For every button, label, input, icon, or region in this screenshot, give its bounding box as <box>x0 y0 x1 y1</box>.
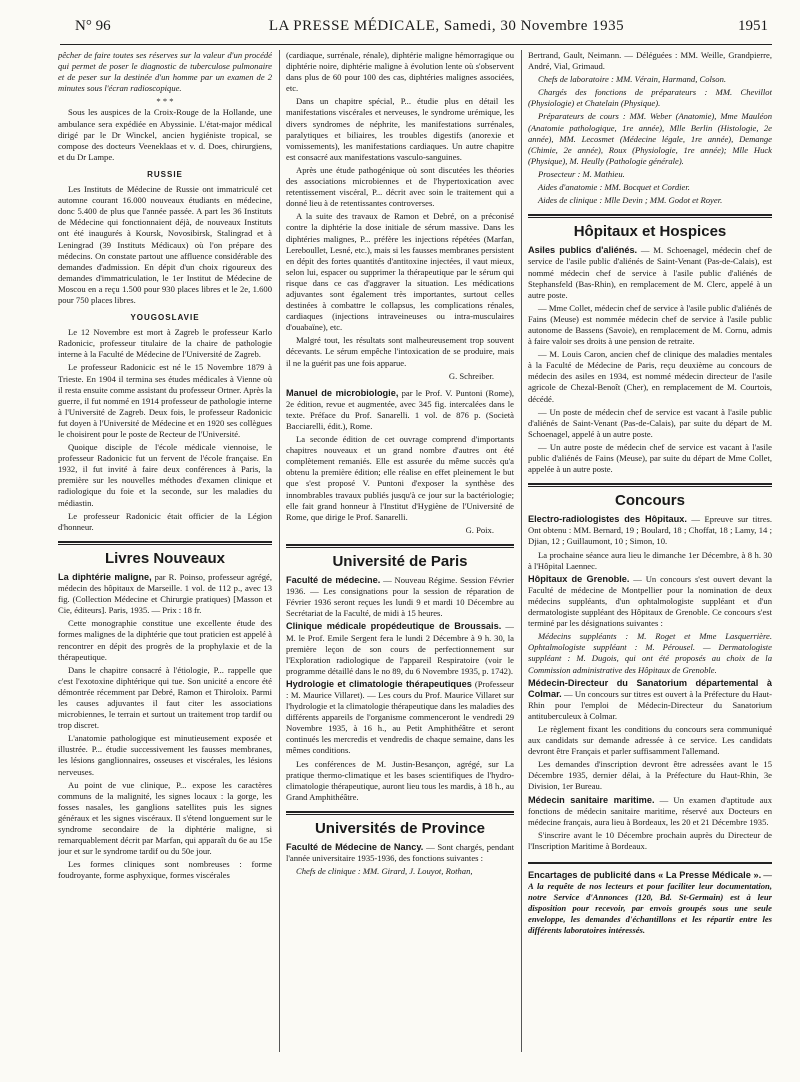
page-header <box>75 18 768 38</box>
item-title: Médecin sanitaire maritime. <box>528 794 655 805</box>
paragraph: Chefs de clinique : MM. Girard, J. Louyot, Rothan, <box>296 866 473 877</box>
item-title: Faculté de Médecine de Nancy. <box>286 842 424 852</box>
column-divider <box>279 50 280 1052</box>
item-text: — M. le Prof. Emile Sergent fera le lundi 2 Décembre à 9 h. 30, la première leçon de son cours de perfectionnement sur l'Exploration radiologique de l'appareil Respiratoire (voir le programme détaillé dans le no 89, du 6 Novembre 1935, p. 1742). <box>286 621 514 676</box>
item-title: Electro-radiologistes des Hôpitaux. <box>528 514 687 525</box>
paragraph: Chefs de laboratoire : MM. Vérain, Harmand, Colson. <box>538 74 727 85</box>
paragraph: Préparateurs de cours : MM. Weber (Anatomie), Mme Mauléon (Anatomie pathologique, 1re année), Mlle Berlin (Histologie, 2e année), MM. Lecosmet (Médecine légale, 1re année), Demange (Chimie, 2e année), Roux (Physiologie, 1re année); Mlle Huck (Physique), M. Heully (Pathologie générale). <box>528 111 772 166</box>
item-text: — Sont chargés, pendant l'année universitaire 1935-1936, des fonctions suivantes : <box>286 842 514 864</box>
signature: G. Schreiber. <box>448 370 494 381</box>
paragraph: Les Instituts de Médecine de Russie ont immatriculé cet automne courant 16.000 nouveaux étudiants en médecine, donc 5.400 de plus que l'année passée. A part les 36 Instituts de Médecine qui fonctionnaient déjà, de nouveaux Instituts ont été inaugurés à Koursk, Novosibirsk, Stalingrad et à Leningrad (39 Instituts Médicaux) où l'on prépare des médecins. On constate partout une affluence considérable des demandes d'admission. En dépit d'un choix rigoureux des demandes d'immatriculation, le 1er Institut de Médecine de Moscou en a reçu 1.500 pour 930 places libres et le 2e, 1.600 pour 750 places libres. <box>58 184 272 305</box>
page-number: 1951 <box>738 18 768 34</box>
section-heading-yougoslavie: YOUGOSLAVIE <box>130 313 200 323</box>
paragraph: Cette monographie constitue une excellente étude des formes malignes de la diphtérie que tout praticien est appelé à rencontrer en dépit des progrès de la prophylaxie et de la thérapeutique. <box>58 618 272 662</box>
paragraph: Le professeur Radonicic est né le 15 Novembre 1879 à Trieste. En 1904 il termina ses études médicales à Vienne où il resta ensuite comme assistant du professeur Ortner. Après la guerre, il fut nommé en 1914 professeur de pathologie interne à l'Université de Zagreb. Deux fois, le professeur Radonicic fut doyen à l'Université de Médecine et en 1920 ses collègues le choisirent pour le poste de Recteur de l'Université. <box>58 362 272 439</box>
item-title: Hôpitaux de Grenoble. <box>528 573 630 584</box>
paragraph: Le règlement fixant les conditions du concours sera communiqué aux candidats sur demande adressée à ce service. Les candidats devront être Français et parler suffisamment l'allemand. <box>528 723 772 757</box>
intro-paragraph: pêcher de faire toutes ses réserves sur la valeur d'un procédé qui permet de poser le diagnostic de tuberculose pulmonaire et de peser sur la destinée d'un homme par un examen de 2 minutes sous l'écran radioscopique. <box>58 50 272 94</box>
section-rule <box>528 214 772 218</box>
notice-text: — A la requête de nos lecteurs et pour faciliter leur documentation, notre Service d'Annonces (120, Bd. St-Germain) est à leur disposition pour recevoir, par envois groupés sous une seule enveloppe, les demandes d'échantillons et les répartir entre les différents laboratoires intéressés. <box>528 870 772 936</box>
item-text: — Un concours sur titres est ouvert à la Préfecture du Haut-Rhin pour l'emploi de Médecin-Directeur du Sanatorium antituberculeux à Colmar. <box>528 688 772 721</box>
section-heading-concours: Concours <box>614 492 685 510</box>
item-text: (Professeur : M. Maurice Villaret). — Les cours du Prof. Maurice Villaret sur l'hydrologie et la climatologie thérapeutique dans les maladies des différents appareils de l'organisme commenceront le vendredi 29 Novembre 1935, à 16 h., au Petit Amphithéâtre et seront continués les mercredis et vendredis de chaque semaine, dans les mêmes conditions. <box>286 678 514 756</box>
section-heading-livres: Livres Nouveaux <box>104 549 226 567</box>
section-rule <box>286 544 514 548</box>
masthead-title: LA PRESSE MÉDICALE, Samedi, 30 Novembre 1935 <box>268 18 625 34</box>
paragraph: Aides de clinique : Mlle Devin ; MM. Godot et Royer. <box>538 195 723 206</box>
item-title: Clinique médicale propédeutique de Broussais. <box>286 621 502 632</box>
paragraph: — M. Louis Caron, ancien chef de clinique des maladies mentales à la Faculté de Médecine de Paris, reçu deuxième au concours de médecin des asiles en 1934, est nommé médecin directeur de l'asile agricole de Chezal-Benoît (Cher), en remplacement de M. Courtois, décédé. <box>528 349 772 404</box>
paragraph: La prochaine séance aura lieu le dimanche 1er Décembre, à 8 h. 30 à l'Hôpital Laennec. <box>528 549 772 571</box>
issue-number: N° 96 <box>75 18 111 34</box>
column-3 <box>528 50 772 1050</box>
paragraph: A la suite des travaux de Ramon et Debré, on a préconisé contre la diphtérie la dose initiale de sérum massive. Dans les diphtéries malignes, P... préfère les injections répétées (Marfan, Lereboullet, Lesné, etc.), mais si les fausses membranes persistent en dépit des fortes quantités d'antitoxine injectées, il vaut mieux, selon lui, espacer ou supprimer la thérapeutique par le sérum qui risque dans ce cas d'aggraver la situation. Les médications adjuvantes sont également très importantes, surtout celles destinées à combattre le collapsus, les complications rénales, cardiaques (injections intraveineuses ou intra-musculaires d'ouabaïne), etc. <box>286 211 514 333</box>
paragraph: Bertrand, Gault, Neimann. — Déléguées : MM. Weille, Grandpierre, André, Vial, Grimaud. <box>528 50 772 72</box>
paragraph: Les conférences de M. Justin-Besançon, agrégé, sur La pratique thermo-climatique et les bases scientifiques de l'hydro-climatologie thérapeutique, auront lieu tous les mardis, à 18 h., au Grand Amphithéâtre. <box>286 758 514 802</box>
paragraph: La seconde édition de cet ouvrage comprend d'importants chapitres nouveaux et un grand nombre d'autres ont été complètement remaniés. Elle est assurée du même succès qu'a obtenu la première édition; elle réalise en effet pleinement le but que s'est proposé V. Puntoni d'exposer la synthèse des innombrables travaux publiés jusqu'à ce jour sur la bactériologie; elle fait grand honneur à l'Institut d'Hygiène de l'Université de Rome, que dirige le Prof. Sanarelli. <box>286 434 514 522</box>
paragraph: Médecins suppléants : M. Roget et Mme Lasquerrière. Ophtalmologiste suppléant : M. Pérousel. — Dermatologiste suppléant : M. Dugois, qui ont été proposés au choix de la Commission administrative des Hôpitaux de Grenoble. <box>528 631 772 675</box>
paragraph: Le professeur Radonicic était officier de la Légion d'honneur. <box>58 510 272 532</box>
paragraph: Prosecteur : M. Mathieu. <box>538 168 625 179</box>
item-title: Hydrologie et climatologie thérapeutiques <box>286 678 472 689</box>
item-title: Faculté de médecine. <box>286 575 381 586</box>
paragraph: Les formes cliniques sont nombreuses : forme foudroyante, forme asphyxique, formes viscérales <box>58 859 272 881</box>
item-title: Asiles publics d'aliénés. <box>528 245 638 256</box>
signature: G. Poix. <box>465 524 494 535</box>
section-heading-hopitaux: Hôpitaux et Hospices <box>573 223 727 241</box>
paragraph: Les demandes d'inscription devront être adressées avant le 15 Décembre 1935, dernier délai, à la Préfecture du Haut-Rhin, 3e Division, 1er Bureau. <box>528 759 772 792</box>
paragraph: — Un autre poste de médecin chef de service est vacant à l'asile public d'aliénés de Fains (Meuse), par suite du départ de Mme Collet, appelée à un autre poste. <box>528 441 772 475</box>
section-heading-universite-paris: Université de Paris <box>332 552 468 570</box>
item-text: — Un concours s'est ouvert devant la Faculté de médecine de Montpellier pour la nomination de deux médecins suppléants, d'un ophtalmologiste suppléant et d'un dermatologiste suppléant des Hôpitaux de Grenoble. Ce concours s'est terminé par les désignations suivantes : <box>528 573 772 629</box>
paragraph: Au point de vue clinique, P... expose les caractères communs de la malignité, les signes locaux : la gorge, les fosses nasales, les ganglions satellites puis les signes généraux et les signes viscéraux. Il s'étend longuement sur le syndrome secondaire de la diphtérie maligne, si remarquablement décrit par Marfan, qui apparaît du 6e au 15e jour et sur le syndrome tardif ou du 50e jour. <box>58 779 272 857</box>
section-heading-russie: RUSSIE <box>147 169 183 179</box>
paragraph: S'inscrire avant le 10 Décembre prochain auprès du Directeur de l'Inscription Maritime à Bordeaux. <box>528 829 772 851</box>
column-1 <box>58 50 272 1050</box>
column-divider <box>521 50 522 1052</box>
item-text: — Nouveau Régime. Session Février 1936. — Les consignations pour la session de réparation de Février 1936 seront reçues les lundi 9 et mardi 10 Décembre au Secrétariat de la Faculté, de midi à 15 heures. <box>286 575 514 619</box>
book-title: Manuel de microbiologie, <box>286 387 399 398</box>
notice-title: Encartages de publicité dans « La Presse Médicale ». <box>528 870 762 880</box>
paragraph: Aides d'anatomie : MM. Bocquet et Cordier. <box>538 182 690 193</box>
book-reference: par le Prof. V. Puntoni (Rome), 2e édition, revue et augmentée, avec 345 fig. intercalées dans le texte. Préface du Prof. Sanarelli. 1 vol. de 876 p. (Società Bacciarelli, édit.), Rome. <box>286 387 514 431</box>
section-rule <box>528 483 772 487</box>
paragraph: — Un poste de médecin chef de service est vacant à l'asile public d'aliénés de Saint-Venant (Pas-de-Calais), par suite du départ de M. Schoenagel, appelé à un autre poste. <box>528 406 772 439</box>
section-rule <box>58 541 272 545</box>
section-rule <box>286 811 514 815</box>
item-title: Médecin-Directeur du Sanatorium départemental à Colmar. <box>528 677 772 699</box>
paragraph: Sous les auspices de la Croix-Rouge de la Hollande, une ambulance sera expédiée en Abyssinie. L'état-major médical dirigé par le Dr Winckel, ancien hygiéniste tropical, se compose des docteurs Veeneklaas et v. d. Does, chirurgiens, et du Dr Lampe. <box>58 107 272 162</box>
paragraph: Quoique disciple de l'école médicale viennoise, le professeur Radonicic fut un fervent de l'école française. En 1932, il fut invité à faire deux conférences à Paris, la première sur les nouvelles méthodes d'examen clinique et radiologique du foie et la seconde, sur les maladies du médiastin. <box>58 442 272 508</box>
paragraph: Chargés des fonctions de préparateurs : MM. Chevillot (Physiologie) et Chatelain (Physique). <box>528 87 772 109</box>
item-text: — Epreuve sur titres. Ont obtenu : MM. Bernard, 19 ; Boulard, 18 ; Choffat, 18 ; Lamy, 14 ; Djian, 12 ; Guillaumont, 10 ; Simon, 10. <box>528 514 772 547</box>
book-title: La diphtérie maligne, <box>58 571 152 582</box>
advertising-notice <box>528 862 772 937</box>
separator-stars: * * * <box>156 96 174 107</box>
paragraph: Dans un chapitre spécial, P... étudie plus en détail les manifestations viscérales et nerveuses, le syndrome urémique, les divers syndromes de néphrite, les manifestations surrénales, paralytiques et biliaires, les troubles digestifs (anorexie et vomissements), les manifestations cardiaques. Un autre chapitre est consacré aux manifestations vasculo-sanguines. <box>286 96 514 162</box>
paragraph: Après une étude pathogénique où sont discutées les théories des associations microbiennes et de l'hypertoxication avec retentissement viscéral, P... décrit avec soin le traitement qui a donné lieu à de retentissantes controverses. <box>286 164 514 209</box>
paragraph: — Mme Collet, médecin chef de service à l'asile public d'aliénés de Fains (Meuse) est nommée médecin chef de service à l'asile public autonome de Bassens (Savoie), en remplacement de M. Cornu, admis à faire valoir ses droits à une pension de retraite. <box>528 302 772 347</box>
paragraph: (cardiaque, surrénale, rénale), diphtérie maligne hémorragique ou diphtérie noire, diphtérie maligne à évolution lente où s'observent dans plus de 60 pour 100 des cas, diphtéries malignes associées, etc. <box>286 50 514 94</box>
section-heading-universites-province: Universités de Province <box>314 819 486 837</box>
paragraph: Malgré tout, les résultats sont malheureusement trop souvent décevants. Le sérum empêche l'intoxication de se produire, mais il ne la guérit pas une fois apparue. <box>286 335 514 368</box>
paragraph: L'anatomie pathologique est minutieusement exposée et illustrée. P... étudie successivement les fausses membranes, les lésions ganglionnaires, osseuses et viscérales, les lésions nerveuses. <box>58 733 272 777</box>
paragraph: Le 12 Novembre est mort à Zagreb le professeur Karlo Radonicic, professeur titulaire de la chaire de pathologie interne à la Faculté de Médecine de l'Université de Zagreb. <box>58 327 272 360</box>
item-text: — M. Schoenagel, médecin chef de service de l'asile public d'aliénés de Saint-Venant (Pas-de-Calais), est nommé médecin chef de service à l'asile public d'aliénés de Stephansfeld (Bas-Rhin), en remplacement de M. Clerc, appelé à un autre poste. <box>528 245 772 300</box>
column-2 <box>286 50 514 1050</box>
book-reference: par R. Poinso, professeur agrégé, médecin des hôpitaux de Marseille. 1 vol. de 112 p., avec 13 fig. (Collection Médecine et Chirurgie pratiques) [Masson et Cie, éditeurs]. Paris, 1935. — Prix : 18 fr. <box>58 571 272 616</box>
item-text: — Un examen d'aptitude aux fonctions de médecin sanitaire maritime, réservé aux Docteurs en médecine français, aura lieu à Bordeaux, les 20 et 21 Décembre 1935. <box>528 794 772 827</box>
header-rule <box>60 44 772 45</box>
paragraph: Dans le chapitre consacré à l'étiologie, P... rappelle que c'est l'exotoxine diphtérique qui tue. Son unicité a encore été démontrée récemment par Debré, Ramon et Thiroloix. Parmi les causes adjuvantes il faut citer les associations microbiennes, le terrain et surtout un traitement trop tardif ou trop discret. <box>58 664 272 731</box>
